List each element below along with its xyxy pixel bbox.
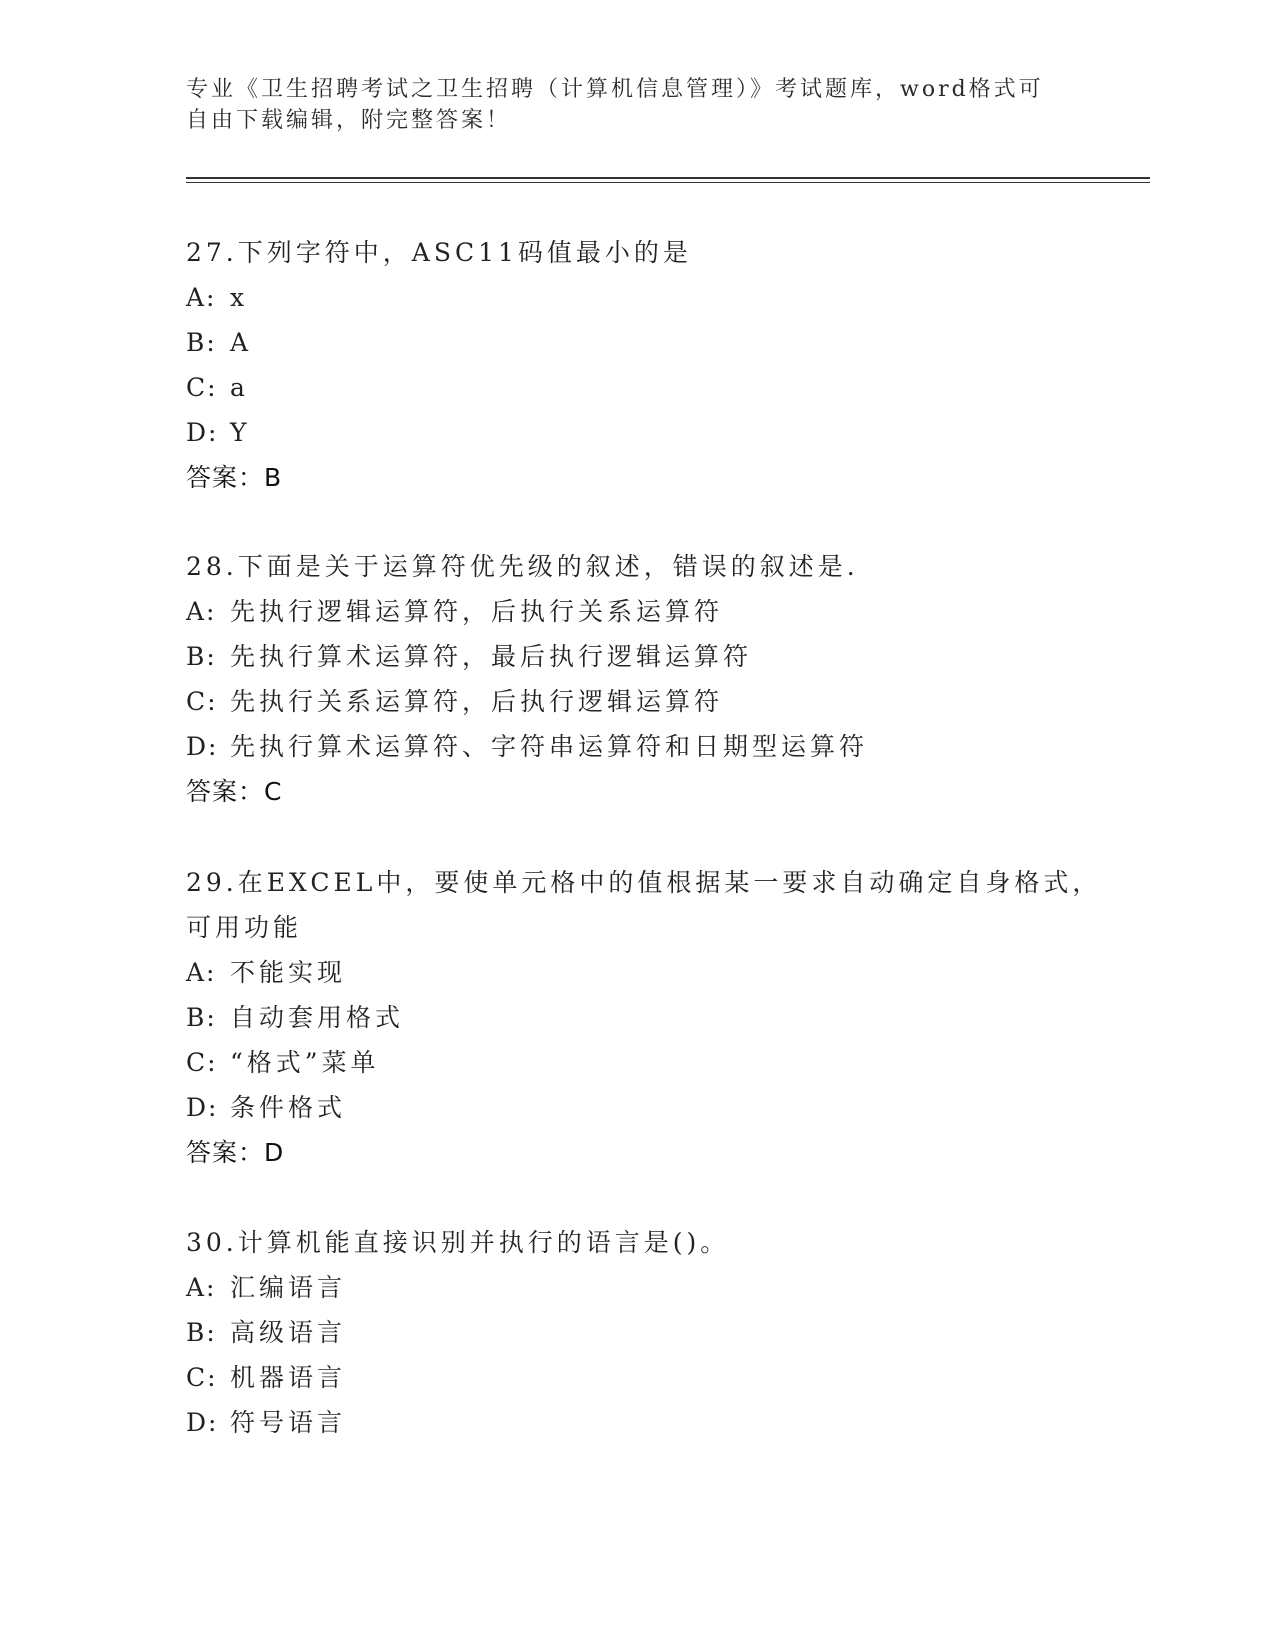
question-stem: 27.下列字符中，ASC11码值最小的是 [186, 238, 692, 267]
option-text: Y [230, 418, 251, 447]
header-rule-thick [186, 177, 1150, 179]
option-key: C: [186, 1048, 218, 1077]
option-key: A: [186, 1273, 217, 1302]
option-text: 机器语言 [230, 1363, 347, 1392]
option-c [186, 365, 1106, 410]
option-key: A: [186, 597, 217, 626]
question-30 [186, 1220, 1106, 1445]
option-d [186, 724, 1106, 769]
header-rule-thin [186, 182, 1150, 183]
option-key: B: [186, 642, 217, 671]
option-key: B: [186, 328, 217, 357]
option-key: D: [186, 1093, 219, 1122]
option-text: “格式”菜单 [230, 1048, 380, 1077]
option-b [186, 320, 1106, 365]
question-stem: 29.在EXCEL中，要使单元格中的值根据某一要求自动确定自身格式，可用功能 [186, 868, 1102, 942]
option-text: 不能实现 [230, 958, 347, 987]
option-key: A: [186, 958, 217, 987]
option-text: 先执行算术运算符，最后执行逻辑运算符 [230, 642, 753, 671]
option-b [186, 1310, 1106, 1355]
option-key: C: [186, 687, 218, 716]
option-text: A [230, 328, 253, 357]
option-c [186, 1355, 1106, 1400]
option-d [186, 410, 1106, 455]
option-key: C: [186, 373, 218, 402]
option-c [186, 679, 1106, 724]
option-text: x [230, 283, 249, 312]
option-b [186, 634, 1106, 679]
option-a [186, 589, 1106, 634]
option-c [186, 1040, 1106, 1085]
option-a [186, 1265, 1106, 1310]
option-key: A: [186, 283, 217, 312]
question-28 [186, 544, 1106, 814]
question-stem: 28.下面是关于运算符优先级的叙述，错误的叙述是. [186, 552, 859, 581]
option-key: D: [186, 1408, 219, 1437]
option-text: 先执行算术运算符、字符串运算符和日期型运算符 [230, 732, 869, 761]
question-stem: 30.计算机能直接识别并执行的语言是()。 [186, 1228, 730, 1257]
option-text: 自动套用格式 [230, 1003, 405, 1032]
option-key: B: [186, 1318, 217, 1347]
option-b [186, 995, 1106, 1040]
option-text: 先执行逻辑运算符，后执行关系运算符 [230, 597, 724, 626]
answer: 答案：C [186, 777, 283, 806]
document-header: 专业《卫生招聘考试之卫生招聘（计算机信息管理）》考试题库，word格式可自由下载编辑，附完整答案！ [186, 77, 1044, 133]
answer: 答案：D [186, 1138, 285, 1167]
option-d [186, 1085, 1106, 1130]
option-a [186, 275, 1106, 320]
option-text: 先执行关系运算符，后执行逻辑运算符 [230, 687, 724, 716]
option-key: D: [186, 418, 219, 447]
question-29 [186, 860, 1106, 1175]
question-27 [186, 230, 1106, 500]
option-a [186, 950, 1106, 995]
option-key: C: [186, 1363, 218, 1392]
option-text: a [230, 373, 249, 402]
option-key: B: [186, 1003, 217, 1032]
option-text: 高级语言 [230, 1318, 347, 1347]
option-d [186, 1400, 1106, 1445]
option-key: D: [186, 732, 219, 761]
option-text: 汇编语言 [230, 1273, 347, 1302]
option-text: 符号语言 [230, 1408, 347, 1437]
option-text: 条件格式 [230, 1093, 347, 1122]
answer: 答案：B [186, 463, 283, 492]
